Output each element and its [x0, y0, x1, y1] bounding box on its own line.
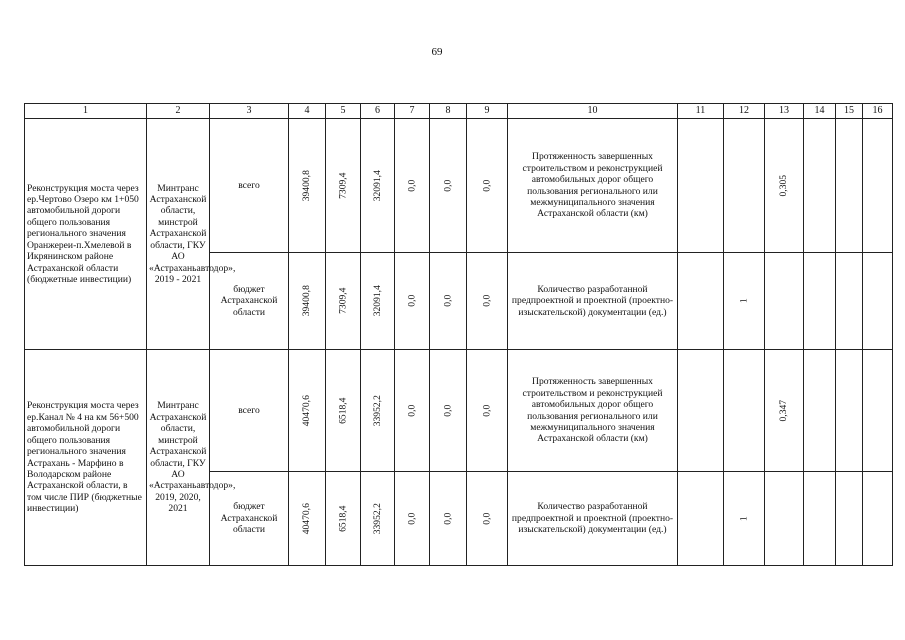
col-header-2: 2 — [147, 104, 210, 119]
object-name: Реконструкция моста через ер.Чертово Озеро км 1+050 автомобильной дороги общего пользования регионального значения Оранжереи-п.Хмелевой в Икрянинском районе Астраханской области (бюджетные инвестиции) — [25, 119, 147, 350]
value-cell — [326, 350, 361, 472]
col-header-16: 16 — [863, 104, 893, 119]
value-text: 39400,8 — [301, 285, 313, 317]
value-text: 1 — [738, 298, 750, 304]
value-cell — [289, 253, 326, 350]
value-text: 0,0 — [481, 404, 493, 417]
value-cell — [467, 350, 508, 472]
value-cell — [395, 472, 430, 566]
table-row — [25, 119, 893, 253]
value-text: 0,0 — [406, 179, 418, 192]
col-header-5: 5 — [326, 104, 361, 119]
col-header-15: 15 — [836, 104, 863, 119]
value-text: 0,0 — [481, 179, 493, 192]
col-header-9: 9 — [467, 104, 508, 119]
value-text: 32091,4 — [371, 285, 383, 317]
value-cell — [361, 253, 395, 350]
object-name: Реконструкция моста через ер.Канал № 4 на км 56+500 автомобильной дороги общего пользования регионального значения Астрахань - Марфино в Володарском районе Астраханской области, в том числе ПИР (бюджетные инвестиции) — [25, 350, 147, 566]
empty-cell — [804, 350, 836, 472]
value-text: 0,0 — [406, 404, 418, 417]
funding-source: бюджет Астраханской области — [210, 472, 289, 566]
indicator-name: Количество разработанной предпроектной и проектной (проектно-изыскательской) документации (ед.) — [508, 253, 678, 350]
col-header-7: 7 — [395, 104, 430, 119]
empty-cell — [678, 472, 724, 566]
empty-cell — [863, 350, 893, 472]
value-cell — [765, 119, 804, 253]
value-cell — [361, 472, 395, 566]
program-table — [24, 103, 893, 566]
col-header-1: 1 — [25, 104, 147, 119]
value-text: 0,0 — [442, 179, 454, 192]
value-cell — [765, 350, 804, 472]
value-cell — [430, 253, 467, 350]
page-number: 69 — [431, 46, 443, 58]
value-cell — [467, 119, 508, 253]
value-cell — [289, 472, 326, 566]
value-text: 0,0 — [442, 295, 454, 307]
value-cell — [765, 253, 804, 350]
value-cell — [430, 119, 467, 253]
value-text: 6518,4 — [337, 505, 349, 532]
value-cell — [289, 119, 326, 253]
value-text: 32091,4 — [371, 169, 383, 202]
value-text: 1 — [738, 516, 750, 521]
empty-cell — [863, 119, 893, 253]
table-row — [25, 350, 893, 472]
value-text: 0,0 — [442, 512, 454, 525]
value-text: 33952,2 — [371, 394, 383, 427]
value-text: 0,0 — [481, 295, 493, 307]
col-header-14: 14 — [804, 104, 836, 119]
value-cell — [724, 472, 765, 566]
funding-source: всего — [210, 350, 289, 472]
value-cell — [361, 119, 395, 253]
value-text: 0,305 — [778, 174, 790, 197]
value-text: 7309,4 — [337, 172, 349, 199]
value-text: 39400,8 — [301, 169, 313, 202]
empty-cell — [804, 119, 836, 253]
col-header-13: 13 — [765, 104, 804, 119]
col-header-11: 11 — [678, 104, 724, 119]
value-cell — [467, 472, 508, 566]
value-cell — [326, 253, 361, 350]
empty-cell — [804, 253, 836, 350]
funding-source: всего — [210, 119, 289, 253]
col-header-4: 4 — [289, 104, 326, 119]
value-text: 33952,2 — [371, 502, 383, 535]
value-text: 7309,4 — [337, 287, 349, 315]
empty-cell — [836, 119, 863, 253]
empty-cell — [678, 350, 724, 472]
value-cell — [467, 253, 508, 350]
value-cell — [326, 119, 361, 253]
value-text: 6518,4 — [337, 397, 349, 424]
value-cell — [289, 350, 326, 472]
empty-cell — [836, 350, 863, 472]
value-text: 40470,6 — [301, 394, 313, 427]
executor-and-period: Минтранс Астраханской области, минстрой Астраханской области, ГКУ АО «Астраханьавтодор», 2019, 2020, 2021 — [147, 350, 210, 566]
empty-cell — [863, 253, 893, 350]
empty-cell — [836, 472, 863, 566]
value-cell — [395, 253, 430, 350]
empty-cell — [863, 472, 893, 566]
value-cell — [724, 253, 765, 350]
empty-cell — [678, 253, 724, 350]
col-header-8: 8 — [430, 104, 467, 119]
value-text: 0,0 — [481, 512, 493, 525]
value-cell — [326, 472, 361, 566]
value-text: 0,0 — [406, 512, 418, 525]
value-cell — [361, 350, 395, 472]
value-cell — [765, 472, 804, 566]
funding-source: бюджет Астраханской области — [210, 253, 289, 350]
indicator-name: Протяженность завершенных строительством и реконструкцией автомобильных дорог общего пользования регионального или межмуниципального значения Астраханской области (км) — [508, 350, 678, 472]
empty-cell — [836, 253, 863, 350]
value-text: 0,0 — [406, 295, 418, 307]
value-text: 0,347 — [778, 399, 790, 422]
column-number-row — [25, 104, 893, 119]
col-header-3: 3 — [210, 104, 289, 119]
value-cell — [430, 472, 467, 566]
col-header-10: 10 — [508, 104, 678, 119]
value-cell — [724, 350, 765, 472]
value-text: 0,0 — [442, 404, 454, 417]
value-cell — [724, 119, 765, 253]
indicator-name: Количество разработанной предпроектной и проектной (проектно-изыскательской) документации (ед.) — [508, 472, 678, 566]
empty-cell — [678, 119, 724, 253]
value-cell — [395, 119, 430, 253]
col-header-12: 12 — [724, 104, 765, 119]
executor-and-period: Минтранс Астраханской области, минстрой Астраханской области, ГКУ АО «Астраханьавтодор», 2019 - 2021 — [147, 119, 210, 350]
indicator-name: Протяженность завершенных строительством и реконструкцией автомобильных дорог общего пользования регионального или межмуниципального значения Астраханской области (км) — [508, 119, 678, 253]
value-cell — [395, 350, 430, 472]
value-text: 40470,6 — [301, 502, 313, 535]
empty-cell — [804, 472, 836, 566]
col-header-6: 6 — [361, 104, 395, 119]
value-cell — [430, 350, 467, 472]
